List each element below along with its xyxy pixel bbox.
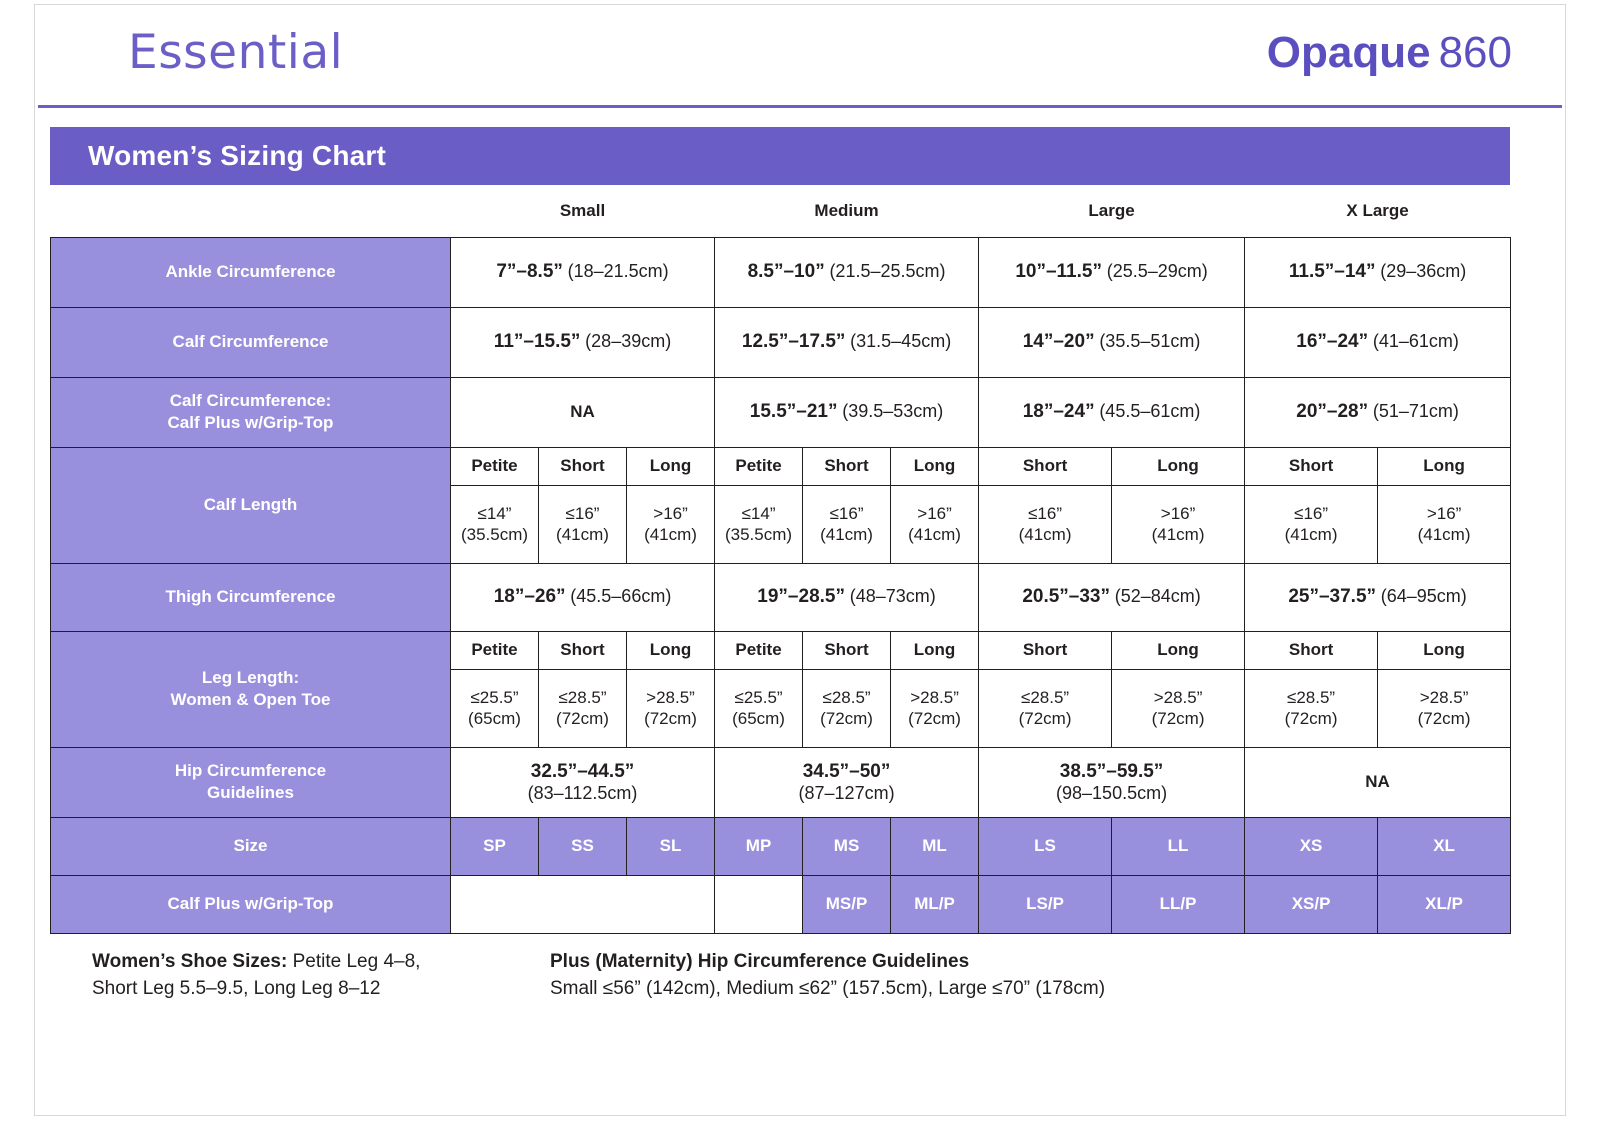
column-header-medium: Medium (715, 185, 979, 237)
row-label-line1: Leg Length: (201, 667, 300, 687)
footnote-shoe-sizes-title: Women’s Shoe Sizes: (92, 950, 288, 972)
cell-calfplus-xlarge-cm: (51–71cm) (1372, 401, 1459, 421)
cell-ankle-large-cm: (25.5–29cm) (1106, 261, 1208, 281)
cell-calfplus-small: NA (451, 377, 715, 447)
cell-leg-length-1-in: ≤28.5” (558, 687, 607, 707)
row-label-size: Size (51, 817, 451, 875)
cell-calf-medium-cm: (31.5–45cm) (850, 331, 952, 351)
cell-calf-length-4 (803, 485, 891, 563)
cell-thigh-xlarge-cm: (64–95cm) (1380, 586, 1467, 606)
column-header-large: Large (979, 185, 1245, 237)
cell-leg-length-3 (715, 669, 803, 747)
cell-calf-medium (715, 307, 979, 377)
subhead-leg-length-4: Short (803, 631, 891, 669)
cell-calf-length-0-cm: (35.5cm) (460, 525, 529, 544)
footnote-shoe-sizes-line1 (92, 948, 470, 976)
cell-leg-length-4 (803, 669, 891, 747)
cell-calf-length-4-cm: (41cm) (820, 525, 873, 544)
subhead-leg-length-2: Long (627, 631, 715, 669)
cell-thigh-large-in: 20.5”–33” (1022, 586, 1110, 607)
subhead-calf-length-2: Long (627, 447, 715, 485)
column-header-small: Small (451, 185, 715, 237)
row-label-line1: Calf Circumference: (169, 390, 332, 410)
cell-leg-length-6-cm: (72cm) (1018, 709, 1072, 728)
cell-ankle-medium-cm: (21.5–25.5cm) (829, 261, 946, 281)
calf-plus-code-mlp: ML/P (891, 875, 979, 933)
cell-calf-length-9-in: >16” (1426, 503, 1462, 523)
calf-plus-code-xlp: XL/P (1378, 875, 1511, 933)
cell-calf-length-6-cm: (41cm) (1018, 525, 1072, 544)
cell-calf-length-3-in: ≤14” (741, 503, 776, 523)
row-label-line2: Guidelines (207, 783, 294, 802)
cell-thigh-small-in: 18”–26” (493, 586, 566, 607)
subhead-calf-length-1: Short (539, 447, 627, 485)
cell-calf-length-5-in: >16” (917, 503, 952, 523)
cell-leg-length-4-in: ≤28.5” (822, 687, 871, 707)
size-code-sl: SL (627, 817, 715, 875)
cell-thigh-medium (715, 563, 979, 631)
cell-leg-length-2-in: >28.5” (646, 687, 695, 707)
cell-leg-length-6 (979, 669, 1112, 747)
page-header (38, 0, 1562, 108)
cell-thigh-medium-cm: (48–73cm) (849, 586, 936, 606)
row-label-ankle-circumference: Ankle Circumference (51, 237, 451, 307)
cell-calf-large-cm: (35.5–51cm) (1099, 331, 1201, 351)
cell-thigh-xlarge (1245, 563, 1511, 631)
footnote-shoe-sizes-line2: Short Leg 5.5–9.5, Long Leg 8–12 (92, 978, 381, 1000)
cell-calf-small (451, 307, 715, 377)
calf-plus-code-llp: LL/P (1112, 875, 1245, 933)
cell-hip-xlarge: NA (1245, 747, 1511, 817)
cell-ankle-xlarge (1245, 237, 1511, 307)
subhead-calf-length-7: Long (1112, 447, 1245, 485)
table-row (51, 563, 1511, 631)
cell-calf-length-0-in: ≤14” (477, 503, 512, 523)
cell-calf-length-8-in: ≤16” (1294, 503, 1329, 523)
size-code-ms: MS (803, 817, 891, 875)
cell-calfplus-large (979, 377, 1245, 447)
table-row (51, 447, 1511, 485)
cell-leg-length-7-in: >28.5” (1153, 687, 1203, 707)
cell-leg-length-9 (1378, 669, 1511, 747)
cell-ankle-small (451, 237, 715, 307)
cell-calf-length-6 (979, 485, 1112, 563)
cell-calf-small-in: 11”–15.5” (493, 331, 581, 352)
cell-calf-length-9 (1378, 485, 1511, 563)
cell-leg-length-3-in: ≤25.5” (734, 687, 783, 707)
cell-calf-length-5 (891, 485, 979, 563)
cell-leg-length-0-in: ≤25.5” (470, 687, 519, 707)
cell-ankle-medium (715, 237, 979, 307)
brand-opaque-860 (1267, 28, 1512, 78)
subhead-calf-length-4: Short (803, 447, 891, 485)
cell-calfplus-medium-in: 15.5”–21” (749, 401, 838, 422)
footnote-shoe-sizes (50, 948, 470, 1003)
brand-number: 860 (1438, 27, 1512, 77)
row-label-calf-plus-grip-top: Calf Plus w/Grip-Top (51, 875, 451, 933)
footnote-shoe-sizes-text: Petite Leg 4–8, (287, 950, 421, 972)
cell-ankle-xlarge-cm: (29–36cm) (1380, 261, 1467, 281)
cell-calf-length-7-cm: (41cm) (1151, 525, 1205, 544)
cell-calfplus-xlarge (1245, 377, 1511, 447)
cell-ankle-medium-in: 8.5”–10” (747, 261, 825, 282)
cell-calf-length-7 (1112, 485, 1245, 563)
cell-calfplus-large-in: 18”–24” (1022, 401, 1095, 422)
cell-ankle-xlarge-in: 11.5”–14” (1288, 261, 1376, 282)
table-row (51, 237, 1511, 307)
size-code-sp: SP (451, 817, 539, 875)
cell-calf-length-2 (627, 485, 715, 563)
table-row (51, 875, 1511, 933)
table-row (51, 747, 1511, 817)
cell-thigh-medium-in: 19”–28.5” (757, 586, 845, 607)
subhead-calf-length-6: Short (979, 447, 1112, 485)
cell-calf-length-5-cm: (41cm) (908, 525, 961, 544)
cell-hip-large-cm: (98–150.5cm) (1056, 782, 1168, 803)
subhead-leg-length-8: Short (1245, 631, 1378, 669)
row-label-line2: Women & Open Toe (170, 690, 331, 709)
cell-leg-length-6-in: ≤28.5” (1021, 687, 1070, 707)
cell-thigh-small-cm: (45.5–66cm) (570, 586, 672, 606)
brand-essential: Essential (128, 25, 344, 80)
cell-thigh-xlarge-in: 25”–37.5” (1288, 586, 1377, 607)
row-label-leg-length (51, 631, 451, 747)
column-header-xlarge: X Large (1245, 185, 1511, 237)
cell-leg-length-8-cm: (72cm) (1284, 709, 1338, 728)
cell-calfplus-xlarge-in: 20”–28” (1296, 401, 1369, 422)
cell-hip-medium-cm: (87–127cm) (798, 782, 895, 803)
subhead-calf-length-9: Long (1378, 447, 1511, 485)
row-label-calf-length: Calf Length (51, 447, 451, 563)
subhead-leg-length-0: Petite (451, 631, 539, 669)
sizing-table-wrap (50, 185, 1510, 934)
sizing-table (50, 185, 1511, 934)
cell-leg-length-3-cm: (65cm) (732, 709, 785, 728)
cell-leg-length-8 (1245, 669, 1378, 747)
table-row (51, 307, 1511, 377)
calf-plus-empty-mp (715, 875, 803, 933)
calf-plus-code-lsp: LS/P (979, 875, 1112, 933)
cell-calf-length-2-cm: (41cm) (644, 525, 697, 544)
cell-calf-length-1 (539, 485, 627, 563)
cell-leg-length-5 (891, 669, 979, 747)
cell-leg-length-1 (539, 669, 627, 747)
subhead-calf-length-3: Petite (715, 447, 803, 485)
cell-hip-medium (715, 747, 979, 817)
subhead-leg-length-6: Short (979, 631, 1112, 669)
cell-calf-length-8-cm: (41cm) (1284, 525, 1338, 544)
cell-calf-length-0 (451, 485, 539, 563)
header-spacer (51, 185, 451, 237)
cell-calf-length-8 (1245, 485, 1378, 563)
footnotes (50, 948, 1600, 1003)
cell-leg-length-0 (451, 669, 539, 747)
footnote-plus-line: Small ≤56” (142cm), Medium ≤62” (157.5cm), Large ≤70” (178cm) (550, 978, 1106, 1000)
size-code-mp: MP (715, 817, 803, 875)
cell-calfplus-medium-cm: (39.5–53cm) (842, 401, 944, 421)
cell-thigh-large-cm: (52–84cm) (1114, 586, 1201, 606)
cell-ankle-large (979, 237, 1245, 307)
calf-plus-code-xsp: XS/P (1245, 875, 1378, 933)
cell-leg-length-7 (1112, 669, 1245, 747)
row-label-thigh-circumference: Thigh Circumference (51, 563, 451, 631)
cell-hip-large (979, 747, 1245, 817)
row-label-line1: Hip Circumference (174, 760, 327, 780)
row-label-calf-circumference: Calf Circumference (51, 307, 451, 377)
size-code-ml: ML (891, 817, 979, 875)
size-code-ll: LL (1112, 817, 1245, 875)
cell-leg-length-8-in: ≤28.5” (1287, 687, 1336, 707)
cell-calf-length-6-in: ≤16” (1028, 503, 1062, 523)
cell-ankle-small-cm: (18–21.5cm) (567, 261, 669, 281)
cell-hip-small-cm: (83–112.5cm) (527, 782, 638, 803)
cell-hip-large-in: 38.5”–59.5” (1059, 760, 1164, 782)
calf-plus-code-msp: MS/P (803, 875, 891, 933)
subhead-calf-length-5: Long (891, 447, 979, 485)
cell-leg-length-2 (627, 669, 715, 747)
cell-hip-medium-in: 34.5”–50” (802, 760, 891, 782)
cell-thigh-small (451, 563, 715, 631)
cell-calf-length-1-cm: (41cm) (556, 525, 609, 544)
cell-calf-small-cm: (28–39cm) (585, 331, 672, 351)
cell-leg-length-1-cm: (72cm) (556, 709, 609, 728)
subhead-leg-length-1: Short (539, 631, 627, 669)
footnote-plus-maternity (550, 948, 1310, 1003)
row-label-line2: Calf Plus w/Grip-Top (167, 413, 334, 432)
cell-calfplus-medium (715, 377, 979, 447)
row-label-calf-plus-grip-circumference (51, 377, 451, 447)
cell-hip-small-in: 32.5”–44.5” (530, 760, 635, 782)
cell-hip-small (451, 747, 715, 817)
cell-leg-length-5-in: >28.5” (910, 687, 959, 707)
cell-leg-length-7-cm: (72cm) (1151, 709, 1205, 728)
table-row (51, 377, 1511, 447)
cell-leg-length-0-cm: (65cm) (468, 709, 521, 728)
cell-calf-length-1-in: ≤16” (565, 503, 600, 523)
subhead-calf-length-8: Short (1245, 447, 1378, 485)
size-code-xl: XL (1378, 817, 1511, 875)
cell-calf-xlarge-cm: (41–61cm) (1372, 331, 1459, 351)
cell-leg-length-9-cm: (72cm) (1417, 709, 1471, 728)
cell-calf-length-4-in: ≤16” (829, 503, 864, 523)
cell-calf-length-3-cm: (35.5cm) (724, 525, 793, 544)
cell-calf-xlarge-in: 16”–24” (1296, 331, 1369, 352)
row-label-hip-circumference (51, 747, 451, 817)
cell-leg-length-4-cm: (72cm) (820, 709, 873, 728)
cell-calf-length-9-cm: (41cm) (1417, 525, 1471, 544)
cell-leg-length-9-in: >28.5” (1419, 687, 1469, 707)
cell-ankle-large-in: 10”–11.5” (1015, 261, 1102, 282)
cell-ankle-small-in: 7”–8.5” (496, 261, 563, 282)
cell-calf-length-7-in: >16” (1160, 503, 1196, 523)
chart-title-bar (50, 127, 1510, 185)
cell-calf-length-2-in: >16” (653, 503, 688, 523)
cell-thigh-large (979, 563, 1245, 631)
cell-calfplus-large-cm: (45.5–61cm) (1099, 401, 1201, 421)
cell-calf-length-3 (715, 485, 803, 563)
table-header-row (51, 185, 1511, 237)
cell-calf-medium-in: 12.5”–17.5” (741, 331, 846, 352)
subhead-leg-length-3: Petite (715, 631, 803, 669)
cell-calf-xlarge (1245, 307, 1511, 377)
size-code-ls: LS (979, 817, 1112, 875)
size-code-ss: SS (539, 817, 627, 875)
cell-calf-large (979, 307, 1245, 377)
brand-opaque-label: Opaque (1266, 27, 1431, 77)
subhead-calf-length-0: Petite (451, 447, 539, 485)
footnote-plus-title: Plus (Maternity) Hip Circumference Guidelines (550, 950, 970, 972)
table-row (51, 631, 1511, 669)
calf-plus-empty-small (451, 875, 715, 933)
page-title: Women’s Sizing Chart (88, 140, 387, 171)
cell-leg-length-2-cm: (72cm) (644, 709, 697, 728)
subhead-leg-length-5: Long (891, 631, 979, 669)
size-code-xs: XS (1245, 817, 1378, 875)
subhead-leg-length-7: Long (1112, 631, 1245, 669)
cell-calf-large-in: 14”–20” (1022, 331, 1095, 352)
table-row (51, 817, 1511, 875)
cell-leg-length-5-cm: (72cm) (908, 709, 961, 728)
subhead-leg-length-9: Long (1378, 631, 1511, 669)
